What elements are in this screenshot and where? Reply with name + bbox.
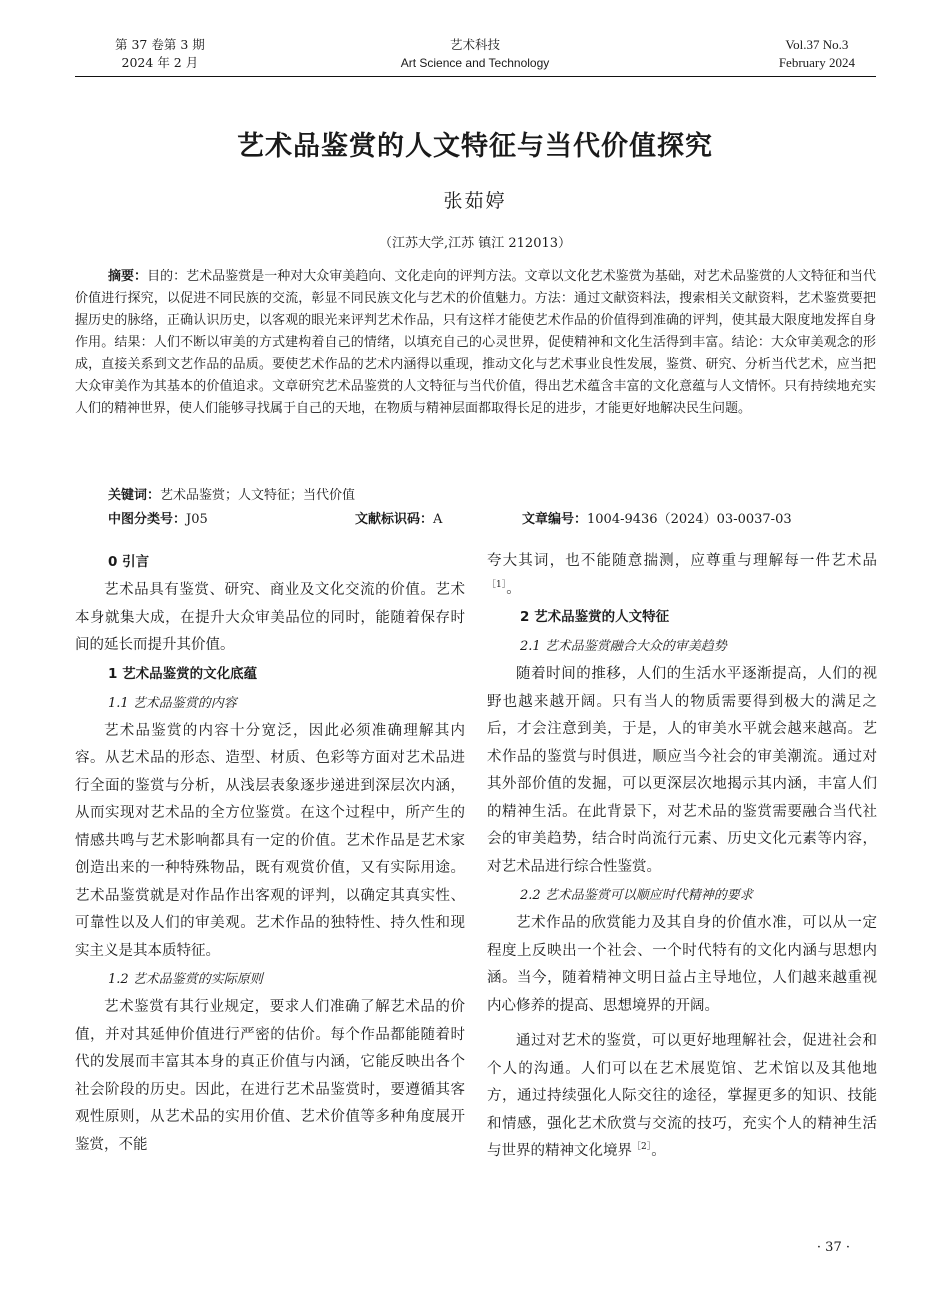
header-divider	[75, 76, 876, 77]
header-volume: 第 37 卷第 3 期	[115, 37, 205, 52]
citation-2[interactable]: ［2］	[632, 1142, 652, 1153]
paragraph: 艺术作品的欣赏能力及其自身的价值水准，可以从一定程度上反映出一个社会、一个时代特有的文化内涵与思想内涵。当今，随着精神文明日益占主导地位，人们越来越重视内心修养的提高、思想境界的开阔。	[487, 915, 877, 1014]
paragraph: 艺术鉴赏有其行业规定，要求人们准确了解艺术品的价值，并对其延伸价值进行严密的估价。每个作品都能随着时代的发展而丰富其本身的真正价值与内涵，它能反映出各个社会阶段的历史。因此，在进行艺术品鉴赏时，要遵循其客观性原则，从艺术品的实用价值、艺术价值等多种角度展开鉴赏，不能	[75, 999, 465, 1153]
subsection-heading-2-1: 2.1 艺术品鉴赏融合大众的审美趋势	[520, 639, 727, 654]
page-number: · 37 ·	[816, 1240, 850, 1255]
punctuation: 。	[506, 580, 521, 597]
document-code	[355, 510, 442, 530]
paragraph-continued	[487, 548, 877, 603]
doc-code-value: A	[433, 512, 443, 527]
keywords	[108, 486, 355, 506]
paragraph: 艺术品具有鉴赏、研究、商业及文化交流的价值。艺术本身就集大成，在提升大众审美品位的同时，能随着保存时间的延长而提升其价值。	[75, 582, 465, 653]
header-volume-en	[779, 36, 855, 72]
section-heading-0: 0 引言	[108, 554, 150, 570]
clc-value: J05	[186, 512, 208, 527]
keywords-label: 关键词：	[108, 488, 161, 503]
clc-label: 中图分类号：	[108, 512, 187, 527]
header-date-en: February 2024	[778, 55, 855, 70]
section-heading-2: 2 艺术品鉴赏的人文特征	[520, 609, 670, 625]
doc-code-label: 文献标识码：	[355, 512, 434, 527]
clc-number	[108, 510, 208, 530]
section-heading-1: 1 艺术品鉴赏的文化底蕴	[108, 665, 258, 682]
keywords-text: 艺术品鉴赏；人文特征；当代价值	[160, 488, 356, 503]
author-name: 张茹婷	[443, 190, 507, 212]
article-number-label: 文章编号：	[522, 512, 588, 527]
paper-title: 艺术品鉴赏的人文特征与当代价值探究	[237, 131, 713, 162]
header-vol-en: Vol.37 No.3	[785, 37, 849, 52]
left-column	[75, 548, 465, 1159]
abstract-label: 摘要：	[108, 269, 148, 284]
citation-1[interactable]: ［1］	[487, 579, 507, 590]
subsection-heading-2-2: 2.2 艺术品鉴赏可以顺应时代精神的要求	[520, 888, 753, 903]
paragraph-text: 夸大其词，也不能随意揣测，应尊重与理解每一件艺术品	[487, 553, 877, 569]
paragraph: 艺术品鉴赏的内容十分宽泛，因此必须准确理解其内容。从艺术品的形态、造型、材质、色彩等方面对艺术品进行全面的鉴赏与分析，从浅层表象逐步递进到深层次内涵，从而实现对艺术品的全方位鉴赏。在这个过程中，所产生的情感共鸣与艺术影响都具有一定的价值。艺术作品是艺术家创造出来的一种特殊物品，既有观赏价值，又有实际用途。艺术品鉴赏就是对作品作出客观的评判，以确定其真实性、可靠性以及人们的审美观。艺术作品的独特性、持久性和现实主义是其本质特征。	[75, 722, 465, 959]
article-number-value: 1004-9436（2024）03-0037-03	[587, 512, 792, 527]
paragraph-text: 通过对艺术的鉴赏，可以更好地理解社会，促进社会和个人的沟通。人们可以在艺术展览馆、艺术馆以及其他地方，通过持续强化人际交往的途径，掌握更多的知识、技能和情感，强化艺术欣赏与交流的技巧，充实个人的精神生活与世界的精神文化境界	[487, 1033, 877, 1159]
header-journal	[340, 36, 610, 72]
article-number	[522, 510, 792, 530]
journal-name-en: Art Science and Technology	[400, 56, 550, 70]
abstract-text: 目的：艺术品鉴赏是一种对大众审美趋向、文化走向的评判方法。文章以文化艺术鉴赏为基础，对艺术品鉴赏的人文特征和当代价值进行探究，以促进不同民族的交流，彰显不同民族文化与艺术的价值魅力。方法：通过文献资料法，搜索相关文献资料，艺术鉴赏要把握历史的脉络，正确认识历史，以客观的眼光来评判艺术作品，只有这样才能使艺术作品的价值得到准确的评判，使其最大限度地发挥自身作用。结果：人们不断以审美的方式建构着自己的情绪，以填充自己的心灵世界，促使精神和文化生活得到丰富。结论：大众审美观念的形成，直接关系到文艺作品的品质。要使艺术作品的艺术内涵得以重现，推动文化与艺术事业良性发展，鉴赏、研究、分析当代艺术，应当把大众审美作为其基本的价值追求。文章研究艺术品鉴赏的人文特征与当代价值，得出艺术蕴含丰富的文化意蕴与人文情怀。只有持续地充实人们的精神世界，使人们能够寻找属于自己的天地，在物质与精神层面都取得长足的进步，才能更好地解决民生问题。	[75, 269, 876, 416]
right-column	[487, 548, 877, 1166]
subsection-heading-1-2: 1.2 艺术品鉴赏的实际原则	[108, 972, 263, 987]
header-volume-date	[115, 36, 205, 72]
abstract	[75, 266, 876, 420]
paragraph: 随着时间的推移，人们的生活水平逐渐提高，人们的视野也越来越开阔。只有当人的物质需要得到极大的满足之后，才会注意到美，于是，人的审美水平就会越来越高。艺术作品的鉴赏与时俱进，顺应当今社会的审美潮流。通过对其外部价值的发掘，可以更深层次地揭示其内涵，丰富人们的精神生活。在此背景下，对艺术品的鉴赏需要融合当代社会的审美趋势，结合时尚流行元素、历史文化元素等内容，对艺术品进行综合性鉴赏。	[487, 666, 877, 875]
subsection-heading-1-1: 1.1 艺术品鉴赏的内容	[108, 695, 237, 711]
affiliation: （江苏大学,江苏 镇江 212013）	[378, 236, 572, 251]
journal-name-cn: 艺术科技	[449, 37, 500, 52]
punctuation: 。	[651, 1143, 666, 1159]
paragraph	[487, 1028, 877, 1166]
header-date: 2024 年 2 月	[121, 55, 199, 70]
